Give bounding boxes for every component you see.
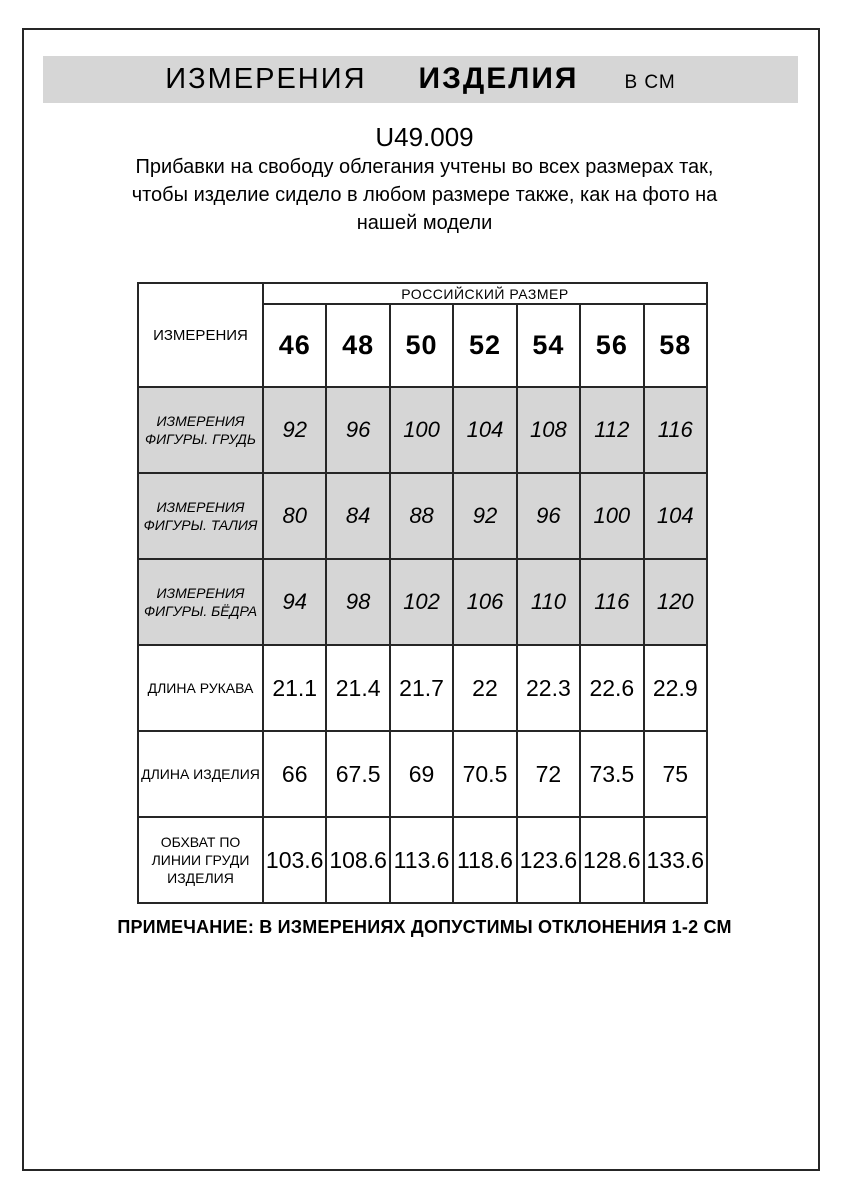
table-row: [138, 645, 707, 731]
header-band: [43, 56, 798, 103]
fit-description-line: нашей модели: [356, 212, 493, 234]
row-label: ДЛИНА РУКАВА: [138, 645, 263, 731]
value-cell: 108.6: [326, 817, 389, 903]
table-row: [138, 473, 707, 559]
value-cell: 106: [453, 559, 516, 645]
value-cell: 96: [517, 473, 580, 559]
value-cell: 100: [580, 473, 643, 559]
table-row: [138, 731, 707, 817]
value-cell: 102: [390, 559, 453, 645]
table-header-row: [138, 283, 707, 304]
value-cell: 22.6: [580, 645, 643, 731]
value-cell: 94: [263, 559, 326, 645]
row-label: ИЗМЕРЕНИЯ ФИГУРЫ. ТАЛИЯ: [138, 473, 263, 559]
value-cell: 67.5: [326, 731, 389, 817]
intro-block: [0, 122, 849, 237]
fit-description: [0, 153, 849, 237]
value-cell: 80: [263, 473, 326, 559]
value-cell: 88: [390, 473, 453, 559]
table-row: [138, 559, 707, 645]
value-cell: 70.5: [453, 731, 516, 817]
value-cell: 21.7: [390, 645, 453, 731]
value-cell: 21.4: [326, 645, 389, 731]
value-cell: 66: [263, 731, 326, 817]
value-cell: 72: [517, 731, 580, 817]
value-cell: 92: [453, 473, 516, 559]
size-header-cell: 54: [517, 304, 580, 387]
value-cell: 120: [644, 559, 707, 645]
size-header-cell: 58: [644, 304, 707, 387]
value-cell: 75: [644, 731, 707, 817]
value-cell: 96: [326, 387, 389, 473]
value-cell: 116: [644, 387, 707, 473]
row-label: ИЗМЕРЕНИЯ ФИГУРЫ. ГРУДЬ: [138, 387, 263, 473]
row-label: ИЗМЕРЕНИЯ ФИГУРЫ. БЁДРА: [138, 559, 263, 645]
value-cell: 21.1: [263, 645, 326, 731]
value-cell: 104: [644, 473, 707, 559]
header-unit-label: В СМ: [624, 72, 676, 93]
size-header-cell: 48: [326, 304, 389, 387]
value-cell: 22: [453, 645, 516, 731]
value-cell: 104: [453, 387, 516, 473]
header-title-product: ИЗДЕЛИЯ: [418, 62, 579, 95]
fit-description-line: чтобы изделие сидело в любом размере также, как на фото на: [131, 184, 718, 206]
value-cell: 69: [390, 731, 453, 817]
size-header-cell: 56: [580, 304, 643, 387]
product-code: U49.009: [375, 122, 474, 152]
value-cell: 98: [326, 559, 389, 645]
value-cell: 103.6: [263, 817, 326, 903]
table-row: [138, 387, 707, 473]
size-header-cell: 50: [390, 304, 453, 387]
value-cell: 22.3: [517, 645, 580, 731]
row-label: ДЛИНА ИЗДЕЛИЯ: [138, 731, 263, 817]
value-cell: 116: [580, 559, 643, 645]
size-table: [137, 282, 708, 904]
size-header-cell: 46: [263, 304, 326, 387]
value-cell: 123.6: [517, 817, 580, 903]
value-cell: 108: [517, 387, 580, 473]
row-label: ОБХВАТ ПО ЛИНИИ ГРУДИ ИЗДЕЛИЯ: [138, 817, 263, 903]
value-cell: 92: [263, 387, 326, 473]
table-row: [138, 817, 707, 903]
value-cell: 118.6: [453, 817, 516, 903]
value-cell: 73.5: [580, 731, 643, 817]
fit-description-line: Прибавки на свободу облегания учтены во всех размерах так,: [135, 156, 714, 178]
header-title-measurements: ИЗМЕРЕНИЯ: [165, 63, 367, 95]
value-cell: 100: [390, 387, 453, 473]
value-cell: 128.6: [580, 817, 643, 903]
value-cell: 112: [580, 387, 643, 473]
table-corner-label: ИЗМЕРЕНИЯ: [138, 283, 263, 387]
value-cell: 110: [517, 559, 580, 645]
value-cell: 113.6: [390, 817, 453, 903]
value-cell: 22.9: [644, 645, 707, 731]
value-cell: 133.6: [644, 817, 707, 903]
tolerance-note: ПРИМЕЧАНИЕ: В ИЗМЕРЕНИЯХ ДОПУСТИМЫ ОТКЛОНЕНИЯ 1-2 СМ: [117, 917, 732, 937]
size-header-cell: 52: [453, 304, 516, 387]
russian-size-header: РОССИЙСКИЙ РАЗМЕР: [263, 283, 707, 304]
value-cell: 84: [326, 473, 389, 559]
